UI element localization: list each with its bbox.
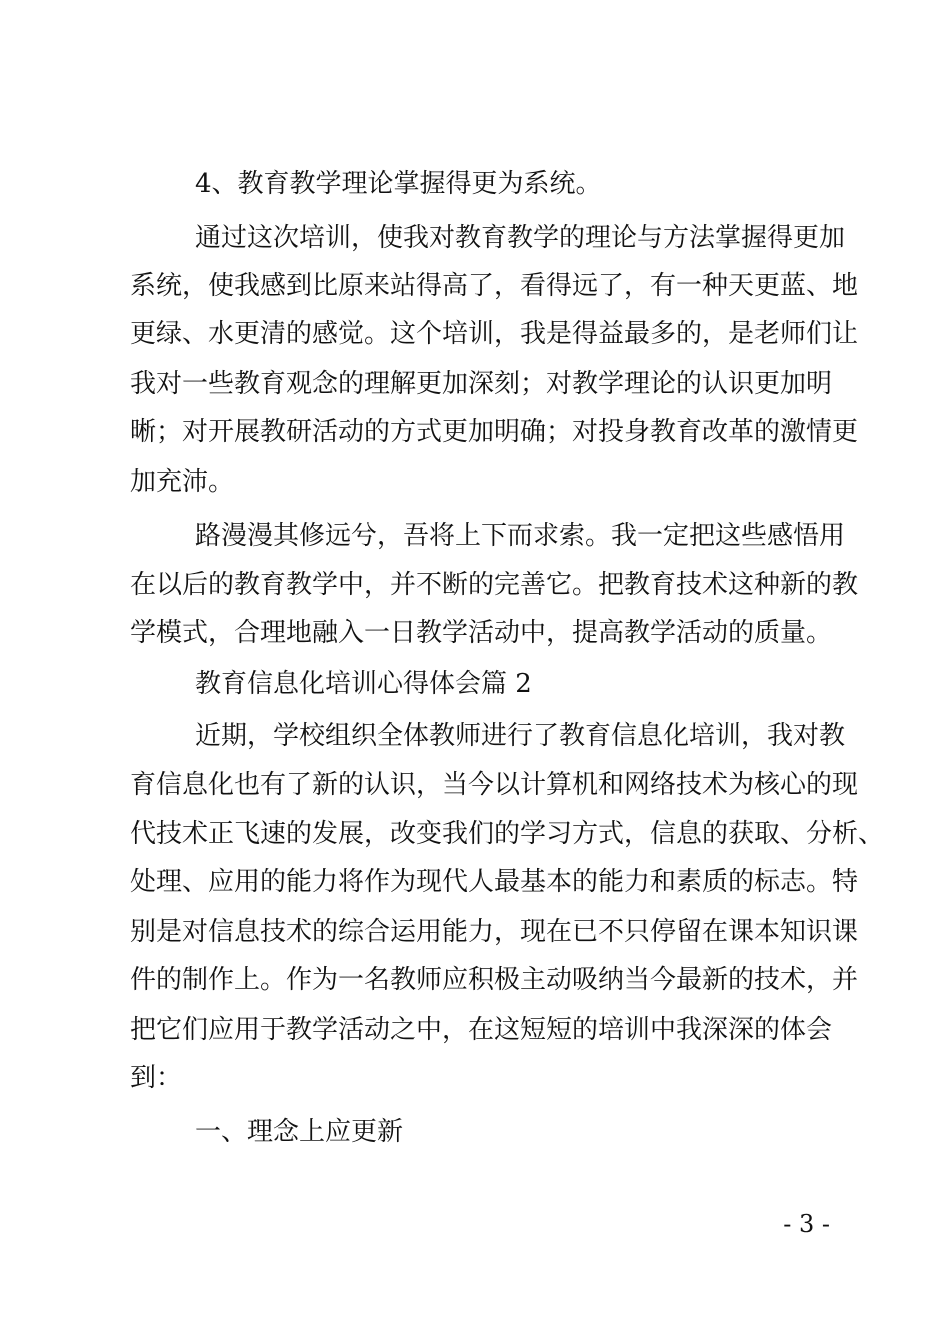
paragraph-line: 系统，使我感到比原来站得高了，看得远了，有一种天更蓝、地: [130, 271, 859, 301]
paragraph-line: 处理、应用的能力将作为现代人最基本的能力和素质的标志。特: [130, 867, 859, 897]
article-subtitle: 教育信息化培训心得体会篇 2: [195, 669, 532, 699]
paragraph-line: 路漫漫其修远兮，吾将上下而求索。我一定把这些感悟用: [195, 521, 846, 551]
paragraph-line: 晰；对开展教研活动的方式更加明确；对投身教育改革的激情更: [130, 417, 859, 447]
paragraph-line: 代技术正飞速的发展，改变我们的学习方式，信息的获取、分析、: [130, 819, 885, 849]
paragraph-line: 到：: [130, 1063, 183, 1093]
section-heading-4: 4、教育教学理论掌握得更为系统。: [195, 169, 602, 199]
paragraph-line: 学模式，合理地融入一日教学活动中，提高教学活动的质量。: [130, 618, 833, 648]
paragraph-line: 育信息化也有了新的认识，当今以计算机和网络技术为核心的现: [130, 770, 859, 800]
page-number: - 3 -: [783, 1210, 830, 1238]
section-heading-concept: 一、理念上应更新: [195, 1117, 404, 1147]
paragraph-line: 近期，学校组织全体教师进行了教育信息化培训，我对教: [195, 721, 846, 751]
paragraph-line: 我对一些教育观念的理解更加深刻；对教学理论的认识更加明: [130, 369, 833, 399]
paragraph-line: 别是对信息技术的综合运用能力，现在已不只停留在课本知识课: [130, 917, 859, 947]
paragraph-line: 通过这次培训，使我对教育教学的理论与方法掌握得更加: [195, 223, 846, 253]
paragraph-line: 在以后的教育教学中，并不断的完善它。把教育技术这种新的教: [130, 570, 859, 600]
paragraph-line: 加充沛。: [130, 467, 235, 497]
paragraph-line: 把它们应用于教学活动之中，在这短短的培训中我深深的体会: [130, 1015, 833, 1045]
paragraph-line: 更绿、水更清的感觉。这个培训，我是得益最多的，是老师们让: [130, 319, 859, 349]
paragraph-line: 件的制作上。作为一名教师应积极主动吸纳当今最新的技术，并: [130, 965, 859, 995]
